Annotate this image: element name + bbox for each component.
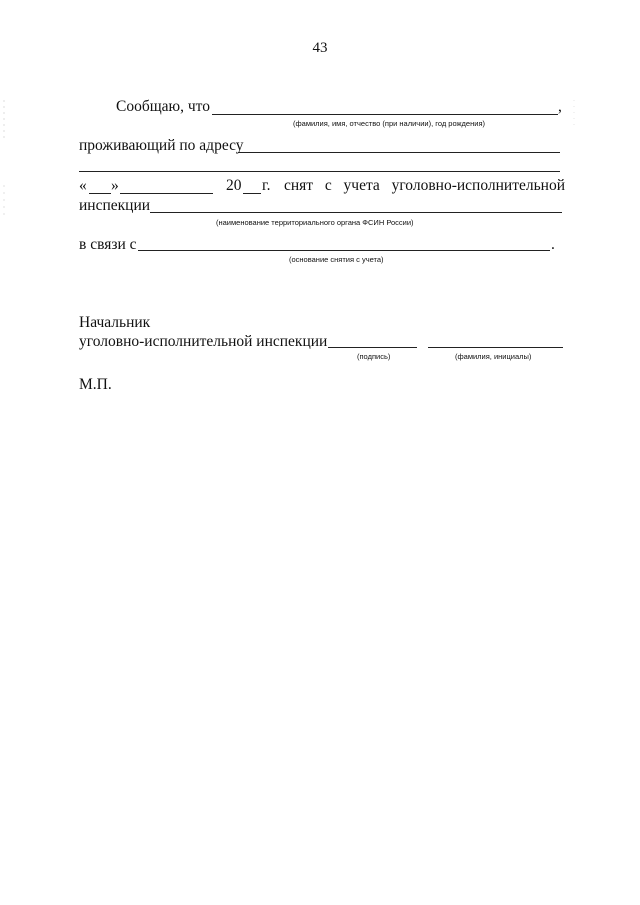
date-quote-open: « <box>79 177 87 194</box>
address-blank[interactable] <box>238 152 560 153</box>
address-blank-second-line[interactable] <box>79 171 560 172</box>
inspection-label: инспекции <box>79 197 151 214</box>
month-blank[interactable] <box>120 193 213 194</box>
reason-label: в связи с <box>79 236 137 253</box>
year-suffix: г. <box>262 177 271 194</box>
name-initials-blank[interactable] <box>428 347 563 348</box>
signature-title-line1: Начальник <box>79 314 151 331</box>
name-initials-caption: (фамилия, инициалы) <box>455 352 532 361</box>
report-comma: , <box>558 98 562 115</box>
reason-blank[interactable] <box>138 250 550 251</box>
page-number: 43 <box>312 40 328 56</box>
report-label: Сообщаю, что <box>116 98 210 115</box>
inspection-blank[interactable] <box>150 212 562 213</box>
inspection-caption: (наименование территориального органа ФСИН России) <box>216 218 414 227</box>
removed-text: снят с учета уголовно-исполнительной <box>284 177 565 194</box>
signature-blank[interactable] <box>328 347 417 348</box>
year-blank[interactable] <box>243 193 261 194</box>
reason-caption: (основание снятия с учета) <box>289 255 384 264</box>
stamp-place: М.П. <box>79 376 112 393</box>
signature-caption: (подпись) <box>357 352 391 361</box>
reason-period: . <box>551 236 555 253</box>
year-prefix: 20 <box>226 177 242 194</box>
date-quote-close: » <box>111 177 119 194</box>
fullname-blank[interactable] <box>212 114 558 115</box>
signature-title-line2: уголовно-исполнительной инспекции <box>79 333 328 350</box>
fullname-caption: (фамилия, имя, отчество (при наличии), год рождения) <box>293 119 485 128</box>
address-label: проживающий по адресу <box>79 137 244 154</box>
day-blank[interactable] <box>89 193 111 194</box>
